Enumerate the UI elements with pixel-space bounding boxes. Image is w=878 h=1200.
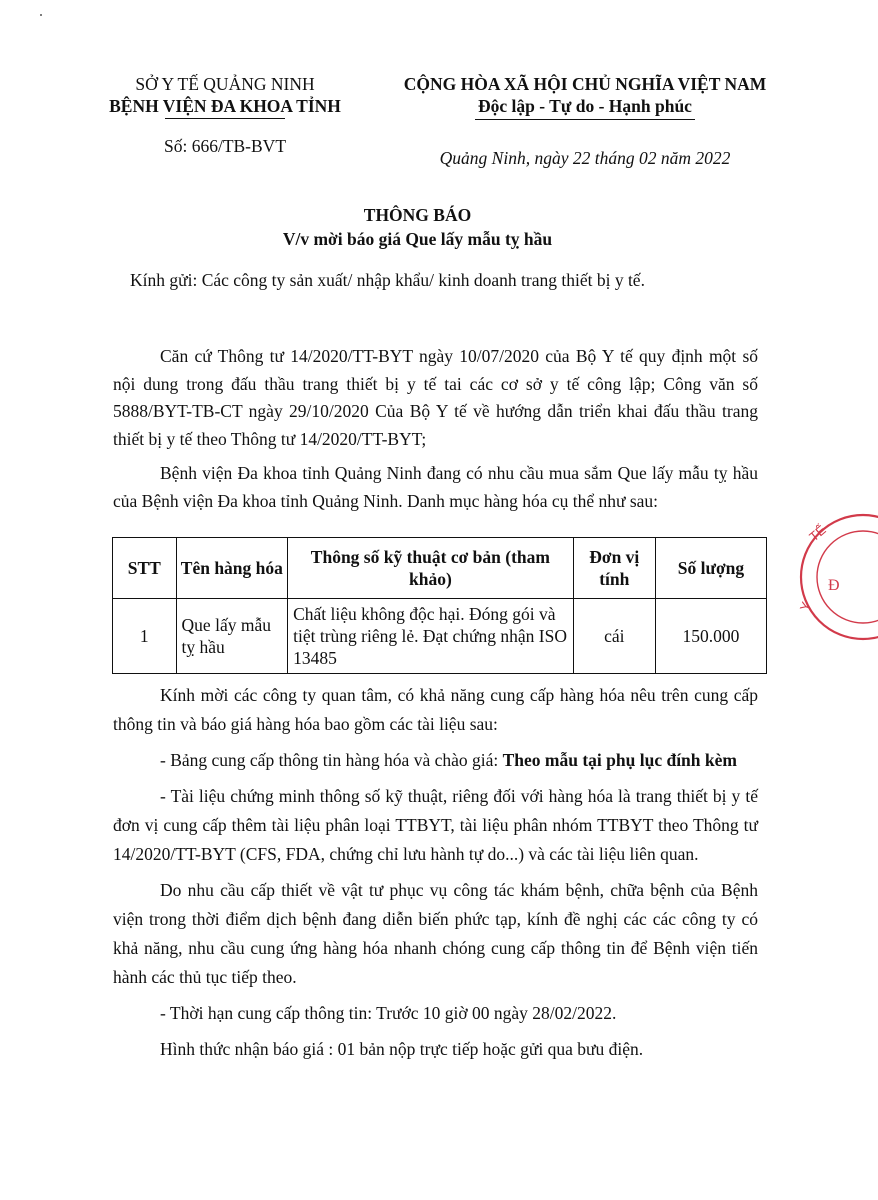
issuing-agency-block bbox=[90, 73, 360, 157]
paragraph-quote-form bbox=[113, 746, 758, 775]
agency-name: BỆNH VIỆN ĐA KHOA TỈNH bbox=[109, 96, 341, 116]
paragraph-invitation: Kính mời các công ty quan tâm, có khả năng cung cấp hàng hóa nêu trên cung cấp thông tin và báo giá hàng hóa bao gồm các tài liệu sau: bbox=[113, 685, 758, 734]
document-number: Số: 666/TB-BVT bbox=[163, 136, 287, 156]
paragraph-legal-basis: Căn cứ Thông tư 14/2020/TT-BYT ngày 10/07/2020 của Bộ Y tế quy định một số nội dung trong đấu thầu trang thiết bị y tế tai các cơ sở y tế công lập; Công văn số 5888/BYT-TB-CT ngày 29/10/2020 Của Bộ Y tế về hướng dẫn triển khai đấu thầu trang thiết bị y tế theo Thông tư 14/2020/TT-BYT; bbox=[113, 346, 758, 449]
cell-unit: cái bbox=[573, 599, 655, 674]
official-seal-stamp bbox=[788, 512, 878, 642]
header-unit: Đơn vị tính bbox=[573, 538, 655, 599]
national-motto: Độc lập - Tự do - Hạnh phúc bbox=[478, 96, 692, 116]
paragraph-purchase-need: Bệnh viện Đa khoa tỉnh Quảng Ninh đang có nhu cầu mua sắm Que lấy mẫu tỵ hầu của Bệnh viện Đa khoa tỉnh Quảng Ninh. Danh mục hàng hóa cụ thể như sau: bbox=[113, 463, 758, 511]
svg-text:TẾ: TẾ bbox=[806, 522, 829, 545]
header-stt: STT bbox=[113, 538, 177, 599]
greeting-line: Kính gửi: Các công ty sản xuất/ nhập khẩu/ kinh doanh trang thiết bị y tế. bbox=[130, 270, 645, 290]
nation-name: CỘNG HÒA XÃ HỘI CHỦ NGHĨA VIỆT NAM bbox=[403, 74, 767, 94]
document-title: THÔNG BÁO bbox=[363, 205, 472, 225]
header-specs: Thông số kỹ thuật cơ bản (tham khảo) bbox=[288, 538, 574, 599]
body-intro bbox=[113, 343, 758, 522]
cell-quantity: 150.000 bbox=[655, 599, 766, 674]
header-item-name: Tên hàng hóa bbox=[176, 538, 288, 599]
body-requirements bbox=[113, 681, 758, 1071]
cell-specs: Chất liệu không độc hại. Đóng gói và tiệt trùng riêng lẻ. Đạt chứng nhận ISO 13485 bbox=[288, 599, 574, 674]
quote-form-label: - Bảng cung cấp thông tin hàng hóa và chào giá: bbox=[160, 750, 503, 770]
document-date: Quảng Ninh, ngày 22 tháng 02 năm 2022 bbox=[439, 148, 731, 168]
seal-inner-ring bbox=[817, 531, 878, 623]
paragraph-deadline: - Thời hạn cung cấp thông tin: Trước 10 giờ 00 ngày 28/02/2022. bbox=[160, 1003, 617, 1023]
paragraph-technical-docs: - Tài liệu chứng minh thông số kỹ thuật, riêng đối với hàng hóa là trang thiết bị y tế đơn vị cung cấp thêm tài liệu phân loại TTBYT, tài liệu phân nhóm TTBYT theo Thông tư 14/2020/TT-BYT (CFS, FDA, chứng chỉ lưu hành tự do...) và các tài liệu liên quan. bbox=[113, 786, 758, 864]
paragraph-urgency: Do nhu cầu cấp thiết về vật tư phục vụ công tác khám bệnh, chữa bệnh của Bệnh viện trong thời điểm dịch bệnh đang diễn biến phức tạp, kính đề nghị các các công ty có khả năng, nhu cầu cung ứng hàng hóa nhanh chóng cung cấp thông tin để Bệnh viện tiến hành các thủ tục tiếp theo. bbox=[113, 880, 758, 987]
header-quantity: Số lượng bbox=[655, 538, 766, 599]
quote-form-appendix: Theo mẫu tại phụ lục đính kèm bbox=[502, 750, 737, 770]
agency-underline bbox=[165, 118, 285, 119]
document-title-block bbox=[0, 203, 835, 251]
agency-parent: SỞ Y TẾ QUẢNG NINH bbox=[135, 74, 315, 94]
motto-underline bbox=[475, 119, 695, 120]
national-header-block bbox=[375, 73, 795, 120]
cell-stt: 1 bbox=[113, 599, 177, 674]
scan-speck bbox=[40, 14, 42, 16]
goods-table bbox=[112, 537, 767, 674]
document-subject: V/v mời báo giá Que lấy mẫu tỵ hầu bbox=[282, 229, 553, 249]
table-row bbox=[113, 599, 767, 674]
table-header-row bbox=[113, 538, 767, 599]
svg-text:Đ: Đ bbox=[828, 577, 840, 594]
svg-text:Y: Y bbox=[796, 599, 814, 614]
paragraph-submission-method: Hình thức nhận báo giá : 01 bản nộp trực tiếp hoặc gửi qua bưu điện. bbox=[160, 1039, 644, 1059]
cell-item-name: Que lấy mẫu tỵ hầu bbox=[176, 599, 288, 674]
